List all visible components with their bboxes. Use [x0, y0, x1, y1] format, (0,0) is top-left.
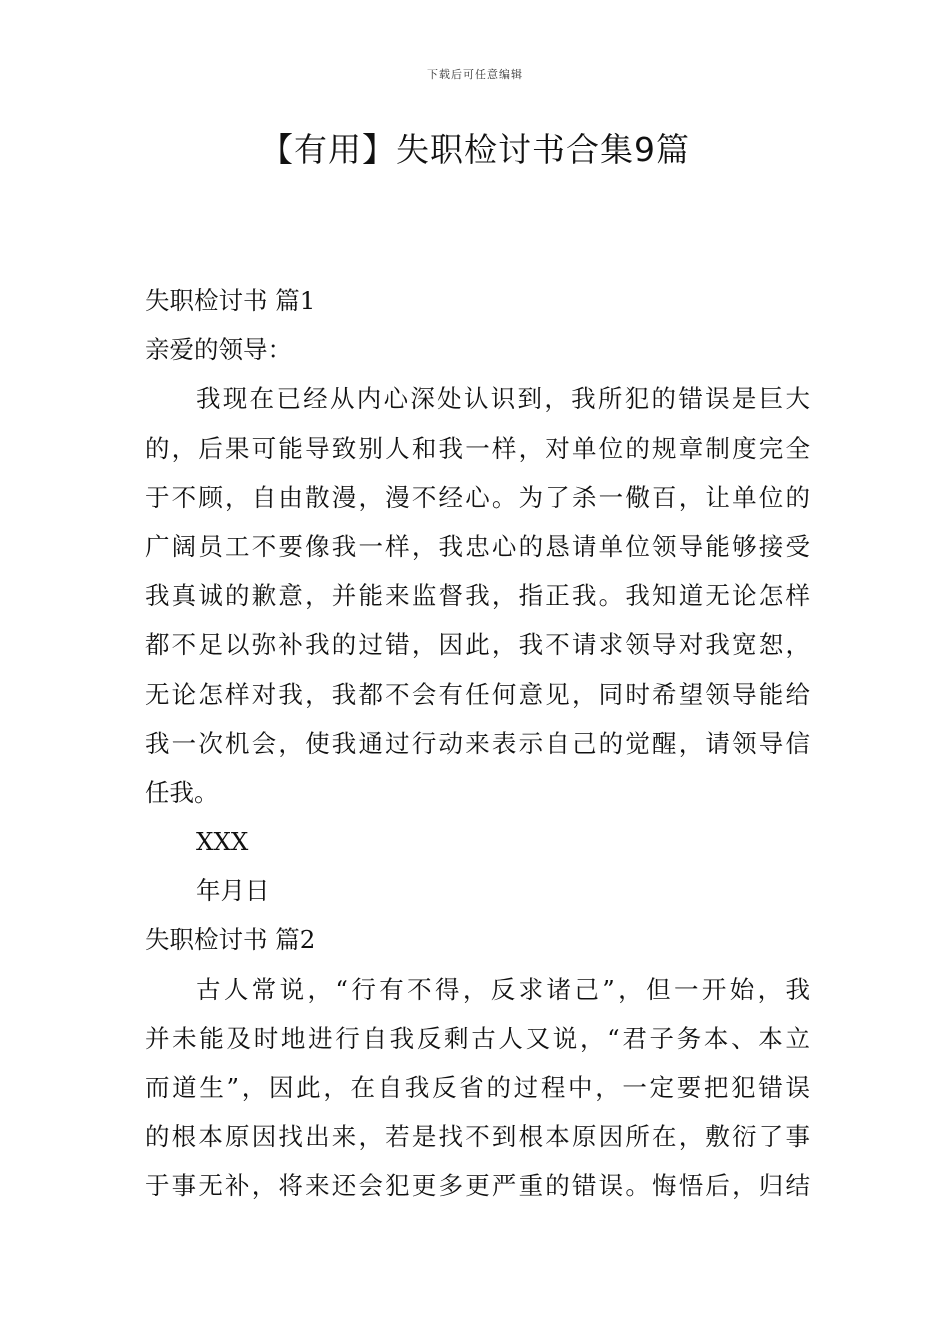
- paragraph-line: 而道生”，因此，在自我反省的过程中，一定要把犯错误: [145, 1073, 810, 1102]
- paragraph-line: 于事无补，将来还会犯更多更严重的错误。悔悟后，归结: [145, 1171, 810, 1201]
- paragraph-line: 于不顾，自由散漫，漫不经心。为了杀一儆百，让单位的: [145, 482, 810, 512]
- paragraph-line: 都不足以弥补我的过错，因此，我不请求领导对我宽恕，: [145, 630, 810, 660]
- signature-date: 年月日: [196, 876, 270, 906]
- paragraph-line: 广阔员工不要像我一样，我忠心的恳请单位领导能够接受: [145, 531, 810, 561]
- paragraph-line: 我真诚的歉意，并能来监督我，指正我。我知道无论怎样: [145, 581, 810, 611]
- paragraph-line: 的，后果可能导致别人和我一样，对单位的规章制度完全: [145, 433, 810, 463]
- paragraph-line: 古人常说，“行有不得，反求诸己”，但一开始，我: [196, 974, 810, 1004]
- section-heading-1: 失职检讨书 篇1: [145, 286, 316, 315]
- salutation: 亲爱的领导：: [145, 335, 292, 365]
- paragraph-line: 任我。: [145, 777, 219, 807]
- paragraph-line: 的根本原因找出来，若是找不到根本原因所在，敷衍了事: [145, 1122, 810, 1152]
- document-body: [145, 276, 810, 1211]
- document-title: 【有用】失职检讨书合集9篇: [260, 130, 690, 169]
- header-note: 下载后可任意编辑: [427, 68, 523, 81]
- signature-name: XXX: [196, 827, 249, 857]
- paragraph-line: 我现在已经从内心深处认识到，我所犯的错误是巨大: [196, 384, 810, 414]
- paragraph-line: 并未能及时地进行自我反剩古人又说，“君子务本、本立: [145, 1023, 810, 1053]
- section-heading-2: 失职检讨书 篇2: [145, 925, 316, 955]
- paragraph-line: 我一次机会，使我通过行动来表示自己的觉醒，请领导信: [145, 728, 810, 758]
- paragraph-line: 无论怎样对我，我都不会有任何意见，同时希望领导能给: [145, 679, 810, 709]
